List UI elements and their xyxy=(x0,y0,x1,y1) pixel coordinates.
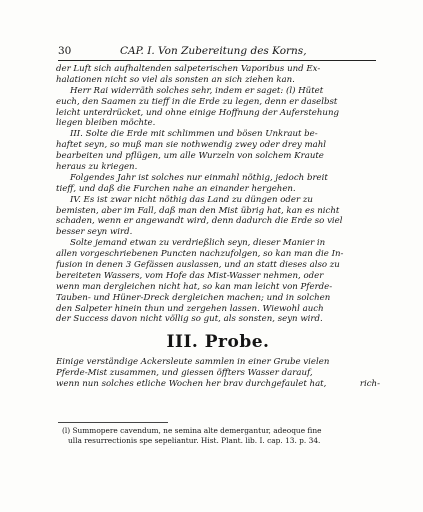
text-line: Herr Rai widerräth solches sehr, indem er saget: (l) Hütet xyxy=(70,85,324,96)
text-line: schaden, wenn er angewandt wird, denn dadurch die Erde so viel xyxy=(56,216,343,227)
header-rule xyxy=(58,60,376,61)
text-line-content: wenn nun solches etliche Wochen her brav durchgefaulet hat, xyxy=(56,379,327,390)
text-line: Folgendes Jahr ist solches nur einmahl nöthig, jedoch breit xyxy=(70,172,328,183)
footnote xyxy=(62,426,382,445)
text-line: Tauben- und Hüner-Dreck dergleichen machen; und in solchen xyxy=(56,292,331,303)
paragraph-1 xyxy=(56,64,380,86)
text-line: der Success davon nicht völlig so gut, als sonsten, seyn wird. xyxy=(56,314,323,325)
text-line: III. Solte die Erde mit schlimmen und bösen Unkraut be- xyxy=(70,129,318,140)
text-line: Einige verständige Ackersleute sammlen in einer Grube vielen xyxy=(56,357,330,368)
text-line: IV. Es ist zwar nicht nöthig das Land zu düngen oder zu xyxy=(70,194,313,205)
text-line: leicht unterdrücket, und ohne einige Hoffnung der Auferstehung xyxy=(56,107,339,118)
text-line: bearbeiten und pflügen, um alle Wurzeln von solchem Kraute xyxy=(56,151,324,162)
text-line: heraus zu kriegen. xyxy=(56,162,138,173)
page-number: 30 xyxy=(58,45,72,57)
text-line: liegen bleiben möchte. xyxy=(56,118,156,129)
text-line: fusion in denen 3 Gefässen auslassen, und an statt dieses also zu xyxy=(56,260,340,271)
text-line xyxy=(56,379,380,390)
text-line: haftet seyn, so muß man sie nothwendig zwey oder drey mahl xyxy=(56,140,327,151)
text-line: allen vorgeschriebenen Puncten nachzufolgen, so kan man die In- xyxy=(56,249,344,260)
text-line: wenn man dergleichen nicht hat, so kan man leicht von Pferde- xyxy=(56,281,333,292)
paragraph-5 xyxy=(56,195,380,239)
catchword: rich- xyxy=(359,379,380,390)
section-heading: III. Probe. xyxy=(166,332,270,353)
running-title: CAP. I. Von Zubereitung des Korns, xyxy=(120,45,307,57)
text-line: den Salpeter hinein thun und zergehen lassen. Wiewohl auch xyxy=(56,303,324,314)
running-header xyxy=(58,45,376,61)
paragraph-2 xyxy=(56,86,380,130)
text-line: halationen nicht so viel als sonsten an sich ziehen kan. xyxy=(56,74,295,85)
footnote-rule xyxy=(58,422,168,423)
paragraph-4 xyxy=(56,173,380,195)
paragraph-7 xyxy=(56,357,380,390)
body-text xyxy=(56,64,380,390)
text-line: bereiteten Wassers, vom Hofe das Mist-Wasser nehmen, oder xyxy=(56,270,324,281)
text-line: bemisten, aber im Fall, daß man den Mist übrig hat, kan es nicht xyxy=(56,205,340,216)
text-line: der Luft sich aufhaltenden salpeterischen Vaporibus und Ex- xyxy=(56,64,321,74)
paragraph-6 xyxy=(56,238,380,325)
text-line: Pferde-Mist zusammen, und giessen öffters Wasser darauf, xyxy=(56,368,313,379)
footnote-line: (l) Summopere cavendum, ne semina alte demergantur, adeoque fine xyxy=(62,426,322,435)
text-line: besser seyn wird. xyxy=(56,227,133,238)
text-line: euch, den Saamen zu tieff in die Erde zu legen, denn er daselbst xyxy=(56,96,338,107)
text-line: Solte jemand etwan zu verdrießlich seyn, dieser Manier in xyxy=(70,238,326,249)
text-line: tieff, und daß die Furchen nahe an einander hergehen. xyxy=(56,183,296,194)
paragraph-3 xyxy=(56,129,380,173)
footnote-line: ulla resurrectionis spe sepeliantur. Hist. Plant. lib. I. cap. 13. p. 34. xyxy=(68,435,321,445)
